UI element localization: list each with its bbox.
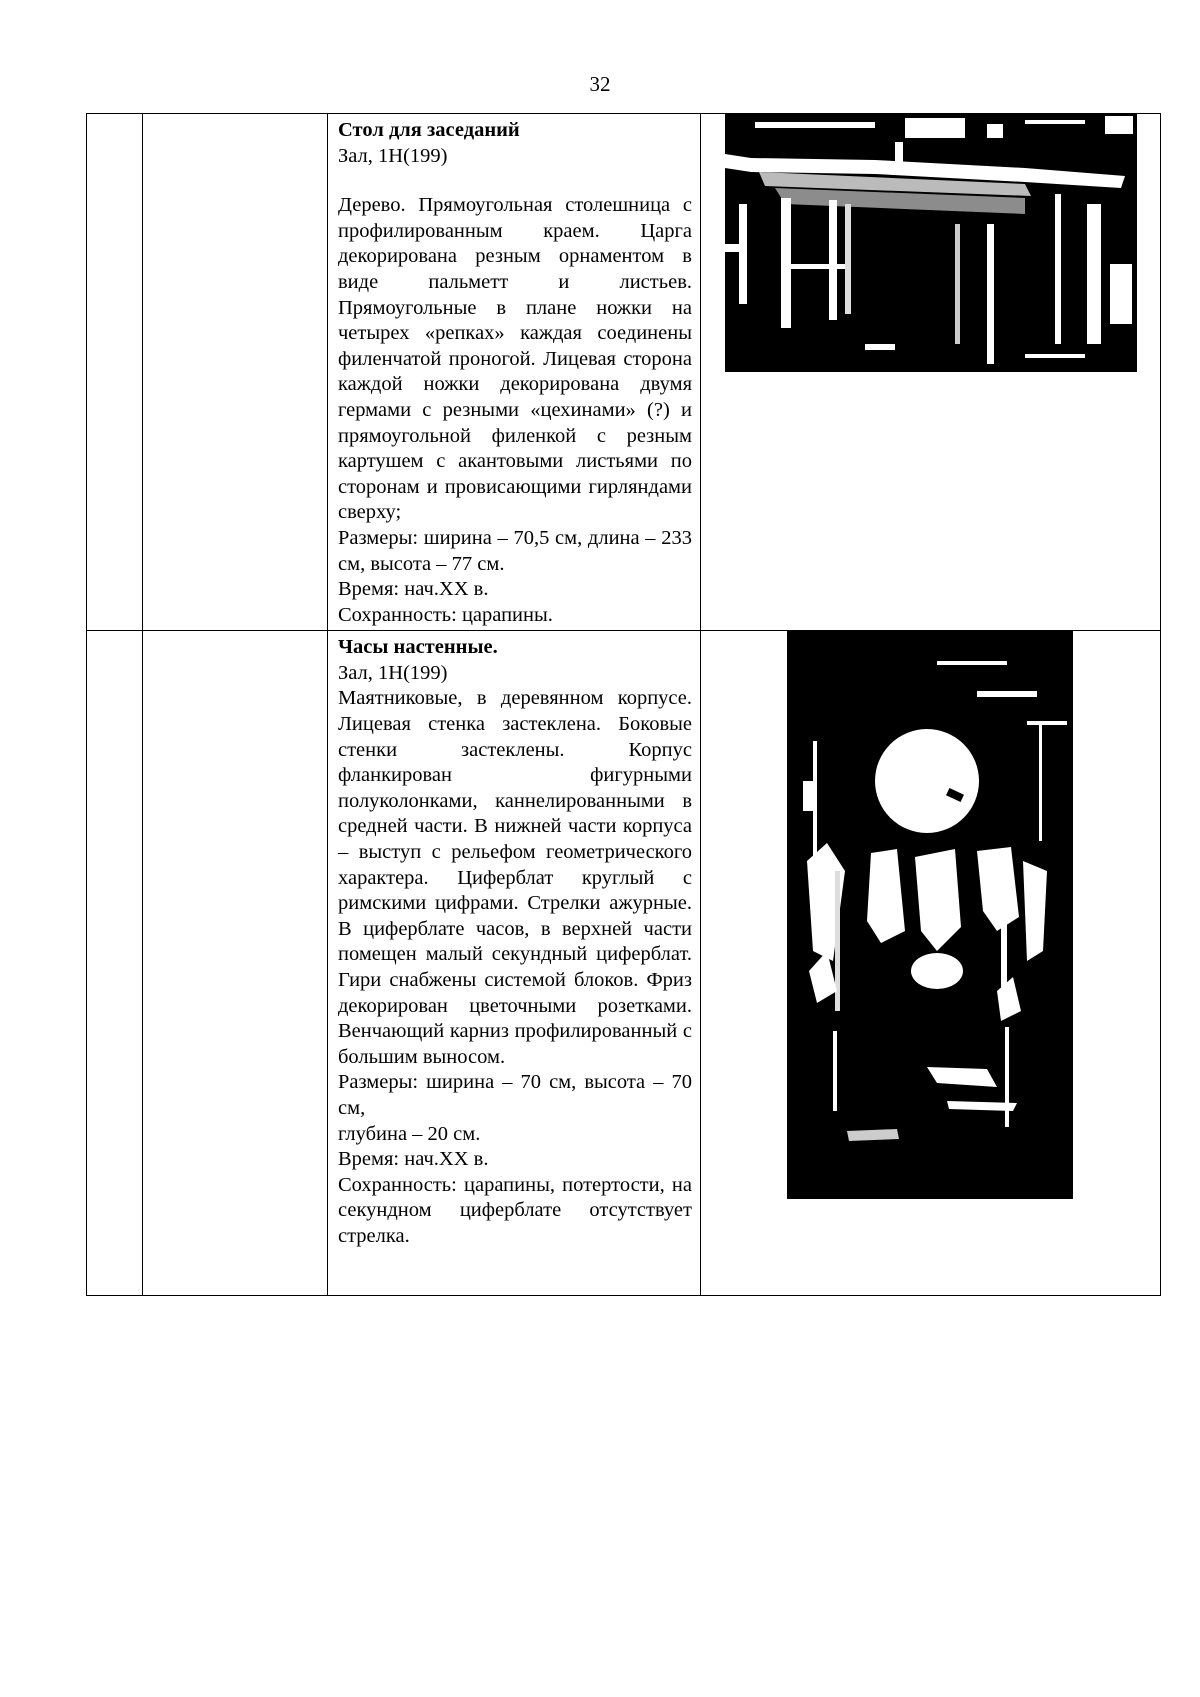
number-cell [87,631,143,1296]
item-description: Дерево. Прямоугольная столешница с профилированным краем. Царга декорирована резным орнаментом в виде пальметт и листьев. Прямоугольные в плане ножки на четырех «репках» каждая соединены филенчатой проногой. Лицевая сторона каждой ножки декорирована двумя гермами с резными «цехинами» (?) и прямоугольной филенкой с резным картушем с акантовыми листьями по сторонам и провисающими гирляндами сверху; [338,194,692,524]
item-location: Зал, 1Н(199) [338,661,448,684]
item-dimensions: Размеры: ширина – 70,5 см, длина – 233 см, высота – 77 см. [338,526,692,575]
table-row [87,631,1161,1296]
item-title: Часы настенные. [338,636,498,659]
number-cell [87,114,143,631]
table-photo [725,114,1137,372]
item-location: Зал, 1Н(199) [338,144,448,167]
description-cell [328,114,701,631]
item-time: Время: нач.XX в. [338,1148,489,1171]
table-row [87,114,1161,631]
item-title: Стол для заседаний [338,119,520,141]
inventory-cell [143,114,328,631]
clock-photo [787,631,1073,1199]
inventory-cell [143,631,328,1296]
item-condition: Сохранность: царапины, потертости, на секундном циферблате отсутствует стрелка. [338,1173,692,1247]
page-number: 32 [589,72,611,96]
item-dimensions: Размеры: ширина – 70 см, высота – 70 см, [338,1071,692,1119]
item-condition: Сохранность: царапины. [338,603,553,626]
item-depth: глубина – 20 см. [338,1122,481,1145]
item-time: Время: нач.XX в. [338,578,489,601]
photo-cell [701,114,1161,631]
inventory-table [86,113,1161,1296]
description-cell [328,631,701,1296]
item-description: Маятниковые, в деревянном корпусе. Лицевая стенка застеклена. Боковые стенки застеклены. Корпус фланкирован фигурными полуколонками, каннелированными в средней части. В нижней части корпуса – выступ с рельефом геометрического характера. Циферблат круглый с римскими цифрами. Стрелки ажурные. В циферблате часов, в верхней части помещен малый секундный циферблат. Гири снабжены системой блоков. Фриз декорирован цветочными розетками. Венчающий карниз профилированный с большим выносом. [338,687,692,1068]
photo-cell [701,631,1161,1296]
